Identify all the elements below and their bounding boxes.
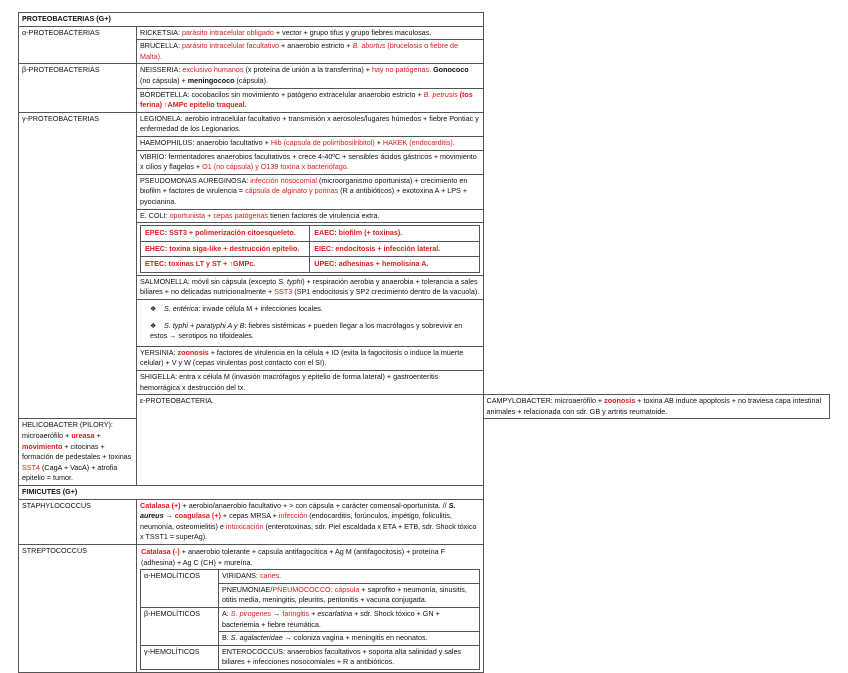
ecoli-pathotype-grid bbox=[140, 225, 480, 273]
group-label-alpha: α-PROTEOBACTERIAS bbox=[19, 26, 137, 64]
ecoli-cell: EPEC: SST3 + polimerización citoesqueleto. bbox=[141, 226, 310, 242]
hemolysis-label-gamma: γ-HEMOLÍTICOS bbox=[141, 645, 219, 669]
row-bordetella: BORDETELLA: cocobacilos sin movimiento + patógeno extracelular anaerobio estricto + B. petrusis (tos ferina) ↑AMPc epitelio traqueal. bbox=[19, 88, 830, 112]
row-streptococcus: STREPTOCOCCUS Catalasa (-) + anaerobio tolerante + capsula antifagocítica + Ag M (antifagocitosis) + proteína F (adhesina) + Ag C (CH) + mureína. α-HEMOLÍTICOS VIRIDANS: caries. PNEUMONIAE/PNEUMOCOCCO: cápsula + saprofito + neumonía, sinusitis, otitis media, meningitis, pleuritis, peritonitis + vacuna conjugada. β-HEMOLÍTICOS A: S. pirogenes → faringitis + escarlatina + sdr. Shock tóxico + GN + bacteriemia + fiebre reumática. B: S. agalacteridae → coloniza vagina + meningitis en neonatos. γ-HEMOLÍTICOS ENTEROCOCCUS: anaerobios facultativos + soporta alta salinidad y sales biliares + infecciones nosocomiales + R a antibióticos. bbox=[19, 544, 830, 672]
hemolysis-table: α-HEMOLÍTICOS VIRIDANS: caries. PNEUMONIAE/PNEUMOCOCCO: cápsula + saprofito + neumonía, sinusitis, otitis media, meningitis, pleuritis, peritonitis + vacuna conjugada. β-HEMOLÍTICOS A: S. pirogenes → faringitis + escarlatina + sdr. Shock tóxico + GN + bacteriemia + fiebre reumática. B: S. agalacteridae → coloniza vagina + meningitis en neonatos. γ-HEMOLÍTICOS ENTEROCOCCUS: anaerobios facultativos + soporta alta salinidad y sales biliares + infecciones nosocomiales + R a antibióticos. bbox=[140, 569, 480, 670]
section-header-fimicutes: FIMICUTES (G+) bbox=[19, 485, 830, 499]
row-vibrio: VIBRIO: fermentadores anaerobios facultativos + crece 4-40ºC + sensibles ácidos gástricos + movimiento x cilios y flagelos + O1 (no cápsula) y O139 toxina x bacteriófago. bbox=[19, 150, 830, 174]
row-ricketsia: α-PROTEOBACTERIAS RICKETSIA: parásito intracelular obligado + vector + grupo tifus y grupo fiebres maculosas. bbox=[19, 26, 830, 40]
row-ecoli: E. COLI: oportunista + cepas patógenas tienen factores de virulencia extra. bbox=[19, 209, 830, 223]
group-label-epsilon: ε-PROTEOBACTERIA. bbox=[137, 395, 484, 486]
row-shigella: SHIGELLA: entra x célula M (invasión macrófagos y epitelio de forma lateral) + gastroenteritis hemorrágica x destrucción del tx. bbox=[19, 371, 830, 395]
group-label-beta: β-PROTEOBACTERIAS bbox=[19, 64, 137, 112]
bullet-icon: ❖ bbox=[150, 320, 157, 330]
row-salmonella: SALMONELLA: móvil sin cápsula (excepto S. typhi) + respiración aerobia y anaerobia + tolerancia a sales biliares + no delicadas nutricionalmente + SST3 (SP1 endocitosis y SP2 crecimiento dentro de la vacuola). bbox=[19, 275, 830, 299]
section-header-proteobacterias: PROTEOBACTERIAS (G+) bbox=[19, 13, 830, 27]
row-yersinia: YERSINIA: zoonosis + factores de virulencia en la célula + IO (evita la fagocitosis o induce la muerte celular) + V y W (cepas virulentas post contacto con el SI). bbox=[19, 346, 830, 370]
document-page bbox=[18, 12, 830, 673]
row-pseudomonas: PSEUDOMONAS AUREGINOSA: infección nosocomial (microorganismo oportunista) + crecimiento en biofilm + factores de virulencia = cápsula de alginato y porinas (R a antibióticos) + exotoxina A + LPS + pyocianina. bbox=[19, 174, 830, 209]
row-neisseria: β-PROTEOBACTERIAS NEISSERIA: exclusivo humanos (x proteína de unión a la transferrina) + hay no patógenas. Gonococo (no cápsula) + meningococo (cápsula). bbox=[19, 64, 830, 88]
row-haemophilus: HAEMOPHILUS: anaerobio facultativo + Hib (capsula de polirribosilribitol) + HAKEK (endocarditis). bbox=[19, 136, 830, 150]
row-brucella: BRUCELLA: parásito intracelular facultativo + anaerobio estricto + B. abortus (brucelosis o fiebre de Malta). bbox=[19, 40, 830, 64]
bacteria-table bbox=[18, 12, 830, 673]
ecoli-cell: ETEC: toxinas LT y ST + ↑GMPc. bbox=[141, 257, 310, 273]
ecoli-cell: UPEC: adhesinas + hemolisina A. bbox=[310, 257, 479, 273]
list-item: ❖ S. typhi + paratyphi A y B: fiebres sistémicas + pueden llegar a los macrófagos y sobrevivir en estos → serotipos no tifoideales. bbox=[150, 320, 463, 341]
ecoli-cell: EAEC: biofilm (+ toxinas). bbox=[310, 226, 479, 242]
row-legionela: γ-PROTEOBACTERIAS LEGIONELA: aerobio intracelular facultativo + transmisión x aerosoles/lugares húmedos + fiebre Pontiac y enfermedad de los Legionarios. bbox=[19, 112, 830, 136]
row-salmonella-bullets bbox=[19, 300, 830, 347]
hemolysis-label-alpha: α-HEMOLÍTICOS bbox=[141, 570, 219, 608]
row-ecoli-pathotypes bbox=[19, 223, 830, 276]
group-label-staphylococcus: STAPHYLOCOCCUS bbox=[19, 499, 137, 544]
row-campylobacter: ε-PROTEOBACTERIA. CAMPYLOBACTER: microaerófilo + zoonosis + toxina AB induce apoptosis + no traviesa capa intestinal animales + relacionada con sdr. GB y artritis reumatoide. bbox=[19, 395, 830, 419]
group-label-streptococcus: STREPTOCOCCUS bbox=[19, 544, 137, 672]
row-staphylococcus: STAPHYLOCOCCUS Catalasa (+) + aerobio/anaerobio facultativo + > con cápsula + carácter comensal-oportunista. // S. aureus → coagulasa (+) + cepas MRSA + infección (endocarditis, forúnculos, impétigo, foliculitis, neumonía, osteomielitis) e intoxicación (enterotoxinas, sdr. Piel escaldada x ETA + ETB, sdr. Shock tóxico x TSST1 = superAg). bbox=[19, 499, 830, 544]
list-item: ❖ S. entérica: invade célula M + infecciones locales. bbox=[150, 304, 323, 314]
row-helicobacter: HELICOBACTER (PILORY): microaerófilo + ureasa + movimiento + citocinas + formación de pedestales + toxinas SST4 (CagA + VacA) + atrofia epitelio = tumor. bbox=[19, 419, 830, 486]
ecoli-cell: EHEC: toxina siga-like + destrucción epitelio. bbox=[141, 241, 310, 257]
ecoli-cell: EIEC: endocitosis + infección lateral. bbox=[310, 241, 479, 257]
group-label-gamma: γ-PROTEOBACTERIAS bbox=[19, 112, 137, 419]
hemolysis-label-beta: β-HEMOLÍTICOS bbox=[141, 607, 219, 645]
bullet-icon: ❖ bbox=[150, 304, 157, 314]
